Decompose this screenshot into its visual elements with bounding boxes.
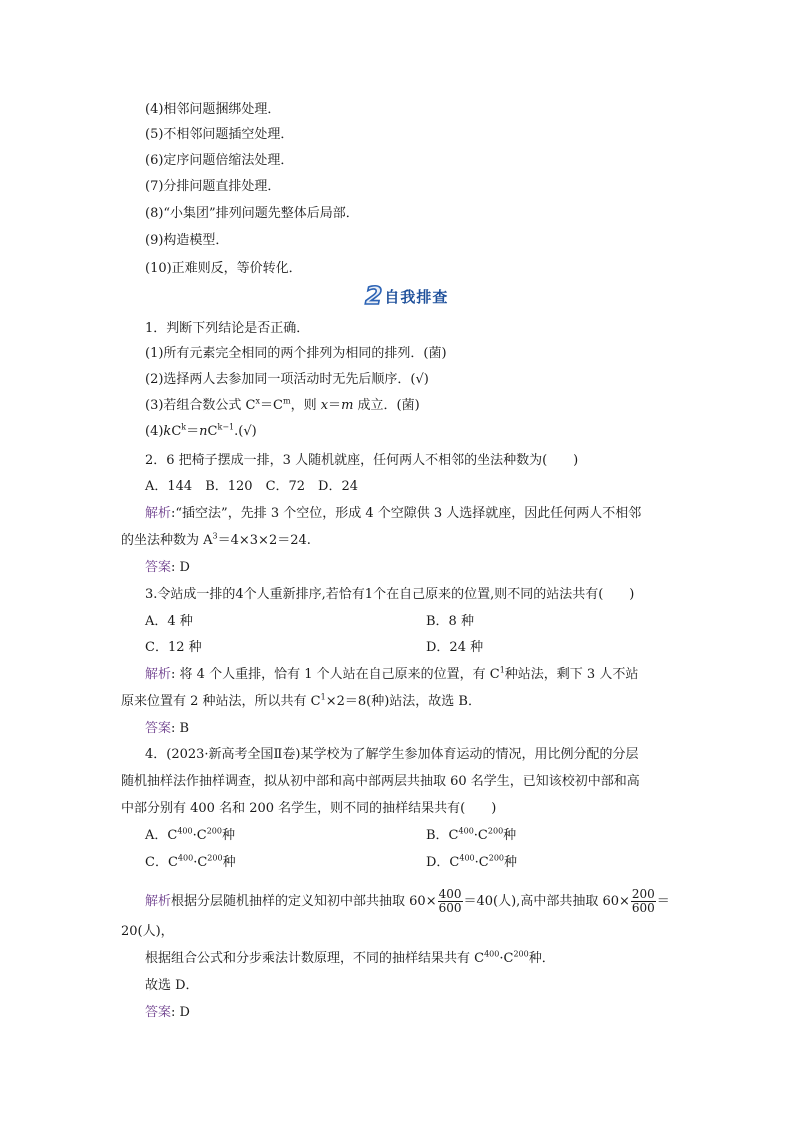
variable: m <box>341 398 354 413</box>
text: ·C <box>473 828 488 843</box>
fraction-denominator: 600 <box>438 901 462 915</box>
variable: n <box>199 424 208 439</box>
superscript: 1 <box>320 692 326 702</box>
q4-stem-line-2: 随机抽样法作抽样调查，拟从初中部和高中部两层共抽取 60 名学生，已知该校初中部和高 <box>121 774 640 789</box>
q3-stem: 3.令站成一排的4个人重新排序,若恰有1个在自己原来的位置,则不同的站法共有( ) <box>145 587 635 602</box>
section-heading <box>365 282 448 310</box>
text: 种 <box>222 828 236 843</box>
text: 种． <box>528 951 555 966</box>
text: .(√) <box>234 424 257 439</box>
answer-label: 答案 <box>145 721 172 736</box>
method-10: (10)正难则反，等价转化． <box>145 261 302 276</box>
q2-answer <box>145 559 190 577</box>
text: 根据组合公式和分步乘法计数原理，不同的抽样结果共有 C <box>145 951 485 966</box>
text: 种 <box>222 855 236 870</box>
text: ＝ <box>328 398 342 413</box>
q3-answer <box>145 720 189 738</box>
answer-label: 答案 <box>145 560 172 575</box>
q4-option-d <box>426 854 517 872</box>
superscript: 200 <box>206 826 222 836</box>
method-8: (8)“小集团”排列问题先整体后局部． <box>145 206 359 221</box>
variable: k <box>163 424 172 439</box>
section-title: 自我排查 <box>384 287 449 306</box>
text: : D <box>171 1005 190 1020</box>
q4-option-a <box>145 827 235 845</box>
analysis-label: 解析 <box>145 506 172 521</box>
q4-analysis-line-1 <box>145 888 670 915</box>
q4-answer <box>145 1004 190 1022</box>
q1-item-4 <box>145 423 257 441</box>
superscript: k−1 <box>217 422 235 432</box>
text: : D <box>171 560 190 575</box>
method-4: (4)相邻问题捆绑处理． <box>145 102 281 117</box>
superscript: 400 <box>177 826 193 836</box>
fraction-denominator: 600 <box>631 901 655 915</box>
text: 种 <box>503 828 517 843</box>
q2-analysis-line-1 <box>145 505 641 523</box>
text: 种站法，剩下 3 人不站 <box>504 667 639 682</box>
text: ，则 <box>290 398 321 413</box>
superscript: 400 <box>484 949 500 959</box>
text: 种 <box>504 855 518 870</box>
text: : 将 4 个人重排，恰有 1 个人站在自己原来的位置，有 C <box>171 667 500 682</box>
text: C．C <box>145 855 178 870</box>
q4-option-c <box>145 854 236 872</box>
text: (3)若组合数公式 C <box>145 398 256 413</box>
text: 的坐法种数为 A <box>121 533 213 548</box>
q4-analysis-line-3 <box>145 950 555 968</box>
text: ＝ <box>656 894 670 909</box>
variable: x <box>320 398 329 413</box>
q4-analysis-line-2: 20(人)， <box>121 924 174 939</box>
text: ·C <box>193 855 208 870</box>
text: :“插空法”，先排 3 个空位，形成 4 个空隙供 3 人选择就座，因此任何两人不相邻 <box>171 506 642 521</box>
text: ·C <box>474 855 489 870</box>
text: ·C <box>499 951 514 966</box>
q4-option-b <box>426 827 516 845</box>
q3-option-a: A．4 种 <box>145 614 193 629</box>
q3-analysis-line-1 <box>145 666 638 684</box>
analysis-label: 解析 <box>145 667 172 682</box>
superscript: 400 <box>177 853 194 863</box>
text: ＝4×3×2＝24. <box>217 533 311 548</box>
q2-stem: 2．6 把椅子摆成一排，3 人随机就座，任何两人不相邻的坐法种数为( ) <box>145 453 579 468</box>
q3-option-d: D．24 种 <box>426 640 484 655</box>
superscript: k <box>181 422 187 432</box>
superscript: x <box>255 396 261 406</box>
text: C <box>207 424 218 439</box>
text: ＝C <box>260 398 283 413</box>
q1-item-2: (2)选择两人去参加同一项活动时无先后顺序．(√) <box>145 372 429 387</box>
q4-analysis-line-4: 故选 D． <box>145 978 199 993</box>
superscript: 400 <box>459 853 475 863</box>
text: ·C <box>192 828 207 843</box>
superscript: 3 <box>212 531 218 541</box>
q4-stem-line-3: 中部分别有 400 名和 200 名学生，则不同的抽样结果共有( ) <box>121 801 497 816</box>
superscript: 1 <box>499 665 505 675</box>
fraction-numerator: 400 <box>438 887 462 901</box>
text: B．C <box>426 828 459 843</box>
superscript: m <box>282 396 291 406</box>
text: 原来位置有 2 种站法，所以共有 C <box>121 694 321 709</box>
text: 成立．(菌) <box>353 398 420 413</box>
fraction <box>438 888 463 915</box>
text: 根据分层随机抽样的定义知初中部共抽取 60× <box>171 894 437 909</box>
text: (4) <box>145 424 164 439</box>
q4-stem-line-1: 4．(2023·新高考全国Ⅱ卷)某学校为了解学生参加体育运动的情况，用比例分配的分层 <box>145 747 639 762</box>
superscript: 200 <box>207 853 223 863</box>
q2-options: A．144 B．120 C．72 D．24 <box>145 479 359 494</box>
method-6: (6)定序问题倍缩法处理． <box>145 153 294 168</box>
section-number: 2 <box>365 281 383 310</box>
text: C <box>171 424 182 439</box>
q3-analysis-line-2 <box>121 693 481 711</box>
text: ＝40(人),高中部共抽取 60× <box>463 894 630 909</box>
superscript: 400 <box>458 826 474 836</box>
fraction-numerator: 200 <box>631 887 655 901</box>
text: : B <box>171 721 190 736</box>
method-9: (9)构造模型． <box>145 233 229 248</box>
q3-option-c: C．12 种 <box>145 640 202 655</box>
q1-item-3 <box>145 397 420 415</box>
answer-label: 答案 <box>145 1005 172 1020</box>
q1-item-1: (1)所有元素完全相同的两个排列为相同的排列．(菌) <box>145 346 447 361</box>
q3-option-b: B．8 种 <box>426 614 474 629</box>
text: ＝ <box>186 424 200 439</box>
superscript: 200 <box>513 949 529 959</box>
fraction <box>631 888 656 915</box>
text: D．C <box>426 855 460 870</box>
method-5: (5)不相邻问题插空处理． <box>145 127 294 142</box>
method-7: (7)分排问题直排处理． <box>145 179 281 194</box>
text: A．C <box>145 828 178 843</box>
text: ×2＝8(种)站法，故选 B． <box>325 694 481 709</box>
analysis-label: 解析 <box>145 894 172 909</box>
superscript: 200 <box>487 826 504 836</box>
q1-stem: 1．判断下列结论是否正确． <box>145 321 310 336</box>
superscript: 200 <box>488 853 505 863</box>
q2-analysis-line-2 <box>121 532 311 550</box>
